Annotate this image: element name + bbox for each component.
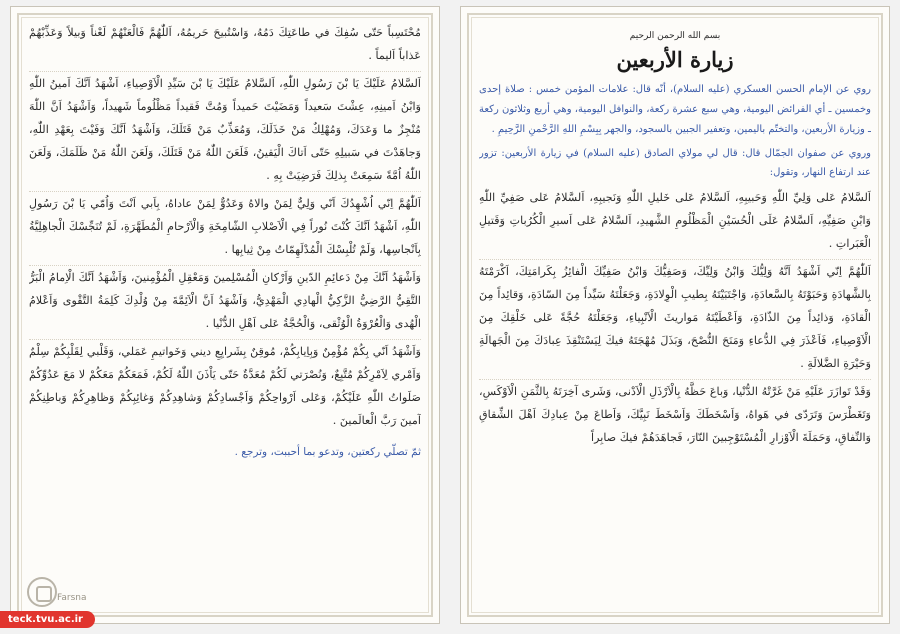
page-title: زيارة الأربعين bbox=[616, 47, 734, 72]
farsna-logo-icon bbox=[27, 577, 57, 607]
left-page-text bbox=[29, 21, 421, 609]
text-paragraph: وَقَدْ تَوازَرَ عَلَيْهِ مَنْ غَرَّتْهُ الدُّنْيا، وَباعَ حَظَّهُ بِالْاَرْذَلِ الْاَدْنى، وَشَرى آخِرَتَهُ بِالثَّمَنِ الْاَوْكَسِ، وَتَغَطْرَسَ وَتَرَدّى في هَواهُ، وَاَسْخَطَكَ وَاَسْخَطَ نَبِيَّكَ، وَاَطاعَ مِنْ عِبادِكَ اَهْلَ الشِّقاقِ وَالنِّفاقِ، وَحَمَلَةَ الْاَوْزارِ الْمُسْتَوْجِبينَ النّارَ، فَجاهَدَهُمْ فيكَ صابِراً bbox=[479, 385, 871, 444]
intro-text: روي عن الإمام الحسن العسكري (عليه السلام)، أنّه قال: علامات المؤمن خمس : صلاة إحدى وخمسين ـ أي الفرائض اليومية، وهي سبع عشرة ركعة، والنوافل اليومية، وهي أربع وثلاثون ركعة ـ وزيارة الأربعين، والتختّم باليمين، وتعفير الجبين بالسجود، والجهر بِبِسْمِ اللهِ الرَّحْمنِ الرَّحِيمِ . bbox=[479, 84, 871, 135]
text-paragraph: وَاَشْهَدُ اَنَّكَ مِنْ دَعائِمِ الدّينِ وَاَرْكانِ الْمُسْلِمينَ وَمَعْقِلِ الْمُؤْمِنينَ، وَاَشْهَدُ اَنَّكَ الْاِمامُ الْبَرُّ التَّقِيُّ الرَّضِيُّ الزَّكِيُّ الْهادِي الْمَهْدِيُّ، وَاَشْهَدُ اَنَّ الْاَئِمَّةَ مِنْ وُلْدِكَ كَلِمَةُ التَّقْوى وَاَعْلامُ الْهُدى وَالْعُرْوَةُ الْوُثْقى، وَالْحُجَّةُ عَلى اَهْلِ الدُّنْيا . bbox=[29, 266, 421, 340]
text-paragraph: اَلسَّلامُ عَلى وَلِيِّ اللّٰهِ وَحَبيبِهِ، اَلسَّلامُ عَلى خَليلِ اللّٰهِ وَنَجيبِهِ، اَلسَّلامُ عَلى صَفِيِّ اللّٰهِ وَابْنِ صَفِيِّهِ، اَلسَّلامُ عَلَى الْحُسَيْنِ الْمَظْلُومِ الشَّهيدِ، اَلسَّلامُ عَلى اَسيرِ الْكُرُباتِ وَقَتيلِ الْعَبَراتِ . bbox=[479, 186, 871, 260]
intro-text-2: وروي عن صفوان الجمّال قال: قال لي مولاي الصادق (عليه السلام) في زيارة الأربعين: تزور عند ارتفاع النهار، وتقول: bbox=[479, 148, 871, 178]
site-watermark: teck.tvu.ac.ir bbox=[0, 611, 95, 628]
text-paragraph: اَلسَّلامُ عَلَيْكَ يَا بْنَ رَسُولِ اللّٰهِ، اَلسَّلامُ عَلَيْكَ يَا بْنَ سَيِّدِ الْاَوْصِياءِ، اَشْهَدُ اَنَّكَ اَمينُ اللّٰهِ وَابْنُ اَمينِهِ، عِشْتَ سَعيداً وَمَضَيْتَ حَميداً وَمُتَّ فَقيداً مَظْلُوماً شَهيداً، وَاَشْهَدُ اَنَّ اللّٰهَ مُنْجِزٌ ما وَعَدَكَ، وَمُهْلِكٌ مَنْ خَذَلَكَ، وَمُعَذِّبٌ مَنْ قَتَلَكَ، وَاَشْهَدُ اَنَّكَ وَفَيْتَ بِعَهْدِ اللّٰهِ، وَجاهَدْتَ في سَبيلِهِ حَتّى اَتاكَ الْيَقينُ، فَلَعَنَ اللّٰهُ مَنْ قَتَلَكَ، وَلَعَنَ اللّٰهُ مَنْ ظَلَمَكَ، وَلَعَنَ اللّٰهُ اُمَّةً سَمِعَتْ بِذلِكَ فَرَضِيَتْ بِهِ . bbox=[29, 72, 421, 192]
text-paragraph: مُحْتَسِباً حَتّى سُفِكَ في طاعَتِكَ دَمُهُ، وَاسْتُبيحَ حَريمُهُ، اَللّٰهُمَّ فَالْعَنْهُمْ لَعْناً وَبيلاً وَعَذِّبْهُمْ عَذاباً اَليماً . bbox=[29, 21, 421, 72]
text-paragraph: اَللّٰهُمَّ اِنّي اُشْهِدُكَ اَنّي وَلِيٌّ لِمَنْ والاهُ وَعَدُوٌّ لِمَنْ عاداهُ، بِاَبي اَنْتَ وَاُمّي يَا بْنَ رَسُولِ اللّٰهِ، اَشْهَدُ اَنَّكَ كُنْتَ نُوراً فِي الْاَصْلابِ الشّامِخَةِ وَالْاَرْحامِ الْمُطَهَّرَةِ، لَمْ تُنَجِّسْكَ الْجاهِلِيَّةُ بِاَنْجاسِها، وَلَمْ تُلْبِسْكَ الْمُدْلَهِمّاتُ مِنْ ثِيابِها . bbox=[29, 192, 421, 266]
right-page-text bbox=[479, 21, 871, 609]
closing-instruction: ثمّ تصلّي ركعتين، وتدعو بما أحببت، وترجع . bbox=[234, 446, 421, 458]
right-page bbox=[460, 6, 890, 624]
basmala: بسم الله الرحمن الرحيم bbox=[629, 31, 721, 41]
left-page bbox=[10, 6, 440, 624]
text-paragraph: اَللّٰهُمَّ اِنّي اَشْهَدُ اَنَّهُ وَلِيُّكَ وَابْنُ وَلِيِّكَ، وَصَفِيُّكَ وَابْنُ صَفِيِّكَ الْفائِزُ بِكَرامَتِكَ، اَكْرَمْتَهُ بِالشَّهادَةِ وَحَبَوْتَهُ بِالسَّعادَةِ، وَاجْتَبَيْتَهُ بِطيبِ الْوِلادَةِ، وَجَعَلْتَهُ سَيِّداً مِنَ السّادَةِ، وَقائِداً مِنَ الْقادَةِ، وَذائِداً مِنَ الذّادَةِ، وَاَعْطَيْتَهُ مَواريثَ الْاَنْبِياءِ، وَجَعَلْتَهُ حُجَّةً عَلى خَلْقِكَ مِنَ الْاَوْصِياءِ، فَاَعْذَرَ فِي الدُّعاءِ وَمَنَحَ النُّصْحَ، وَبَذَلَ مُهْجَتَهُ فيكَ لِيَسْتَنْقِذَ عِبادَكَ مِنَ الْجَهالَةِ وَحَيْرَةِ الضَّلالَةِ . bbox=[479, 260, 871, 380]
logo-text: Farsna bbox=[57, 593, 87, 603]
text-paragraph: وَاَشْهَدُ اَنّي بِكُمْ مُؤْمِنٌ وَبِاِيابِكُمْ، مُوقِنٌ بِشَرايِعِ ديني وَخَواتيمِ عَمَلي، وَقَلْبي لِقَلْبِكُمْ سِلْمٌ وَاَمْري لِاَمْرِكُمْ مُتَّبِعٌ، وَنُصْرَتي لَكُمْ مُعَدَّةٌ حَتّى يَاْذَنَ اللّٰهُ لَكُمْ، فَمَعَكُمْ مَعَكُمْ لا مَعَ عَدُوِّكُمْ صَلَواتُ اللّٰهِ عَلَيْكُمْ، وَعَلى اَرْواحِكُمْ وَاَجْسادِكُمْ وَشاهِدِكُمْ وَغائِبِكُمْ وَظاهِرِكُمْ وَباطِنِكُمْ آمينَ رَبَّ الْعالَمينَ . bbox=[29, 345, 421, 427]
